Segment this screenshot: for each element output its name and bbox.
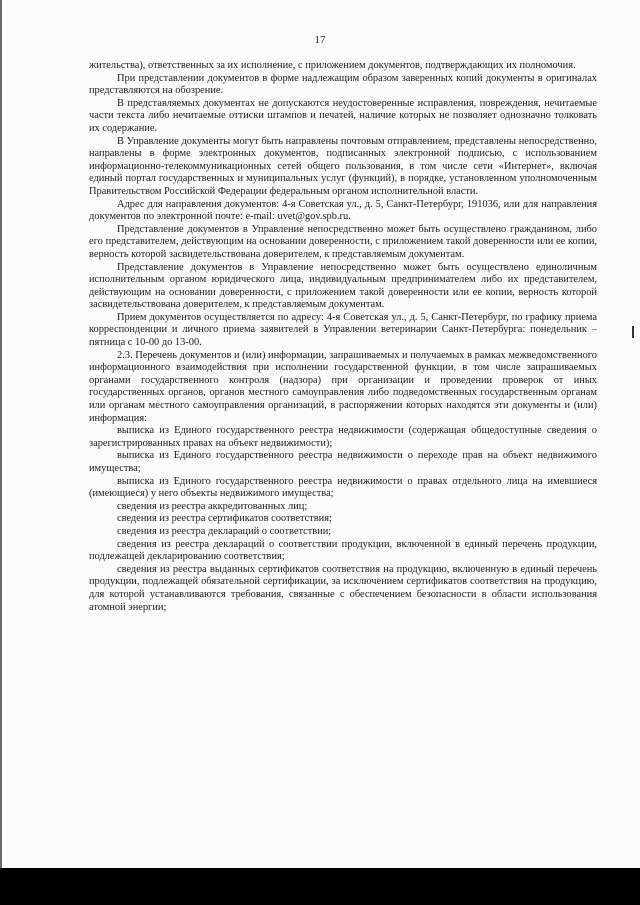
- list-item: сведения из реестра деклараций о соответствии;: [117, 525, 332, 537]
- paragraph-address: Адрес для направления документов: 4-я Советская ул., д. 5, Санкт-Петербург, 191036, или для направления документов по электронной почте: e-mail: uvet@gov.spb.ru.: [89, 198, 597, 223]
- list-item: выписка из Единого государственного реестра недвижимости о переходе прав на объект недвижимого имущества;: [89, 450, 597, 474]
- list-item: сведения из реестра выданных сертификатов соответствия на продукцию, включенную в единый перечень продукции, подлежащей обязательной сертификации, за исключением сертификатов соответствия на продукцию, для которой устанавливаются требования, связанные с обеспечением безопасности в области использования атомной энергии;: [89, 563, 597, 613]
- scan-left-edge: [0, 0, 2, 868]
- paragraph-corrections: В представляемых документах не допускаются неудостоверенные исправления, повреждения, нечитаемые части текста либо нечитаемые оттиски штампов и печатей, наличие которых не позволяет однозначно толковать их содержание.: [89, 97, 597, 134]
- paragraph-continuation: жительства), ответственных за их исполнение, с приложением документов, подтверждающих их полномочия.: [89, 60, 576, 71]
- paragraph-reception-schedule: Прием документов осуществляется по адресу: 4-я Советская ул., д. 5, Санкт-Петербург, по графику приема корреспонденции и личного приема заявителей в Управлении ветеринарии Санкт-Петербурга: понедельник – пятница с 10-00 до 13-00.: [89, 311, 597, 349]
- list-item: выписка из Единого государственного реестра недвижимости (содержащая общедоступные сведения о зарегистрированных правах на объект недвижимости);: [89, 425, 597, 449]
- list-item: сведения из реестра сертификатов соответствия;: [117, 513, 332, 525]
- paragraph-legal-entity-representation: Представление документов в Управление непосредственно может быть осуществлено единоличным исполнительным органом юридического лица, индивидуальным предпринимателем либо их представителем, действующим на основании доверенности, с приложением такой доверенности или ее копии, верность которой засвидетельствована доверителем, к представляемым документам.: [89, 261, 597, 311]
- paragraph-citizen-representation: Представление документов в Управление непосредственно может быть осуществлено гражданином, либо его представителем, действующим на основании доверенности, с приложением такой доверенности или ее копии, верность которой засвидетельствована доверителем, к представляемым документам.: [89, 223, 597, 260]
- list-item: сведения из реестра деклараций о соответствии продукции, включенной в единый перечень продукции, подлежащей декларированию соответствия;: [89, 538, 597, 563]
- paragraph-submission-methods: В Управление документы могут быть направлены почтовым отправлением, представлены непосредственно, направлены в форме электронных документов, подписанных электронной подписью, с использованием информационно-телекоммуникационных сетей общего пользования, в том числе сети «Интернет», включая единый портал государственных и муниципальных услуг (функций), в порядке, установленном уполномоченным Правительством Российской Федерации федеральным органом исполнительной власти.: [89, 135, 597, 197]
- paragraph-copies: При представлении документов в форме надлежащим образом заверенных копий документы в оригиналах представляются на обозрение.: [89, 72, 597, 97]
- list-item: выписка из Единого государственного реестра недвижимости о правах отдельного лица на имевшиеся (имеющиеся) у него объекты недвижимого имущества;: [89, 475, 597, 500]
- scan-edge-mark: [632, 326, 634, 338]
- paragraph-section-2-3: 2.3. Перечень документов и (или) информации, запрашиваемых и получаемых в рамках межведомственного информационного взаимодействия при исполнении государственной функции, в том числе запрашиваемых органами государственного контроля (надзора) при организации и проведении проверок от иных государственных органов, органов местного самоуправления либо подведомственных государственным органам или органам местного самоуправления организаций, в распоряжении которых находятся эти документы и (или) информация:: [89, 349, 597, 424]
- scan-bottom-border: [0, 868, 640, 905]
- page-number: 17: [314, 34, 326, 46]
- list-item: сведения из реестра аккредитованных лиц;: [117, 500, 308, 512]
- body-text: [89, 60, 597, 614]
